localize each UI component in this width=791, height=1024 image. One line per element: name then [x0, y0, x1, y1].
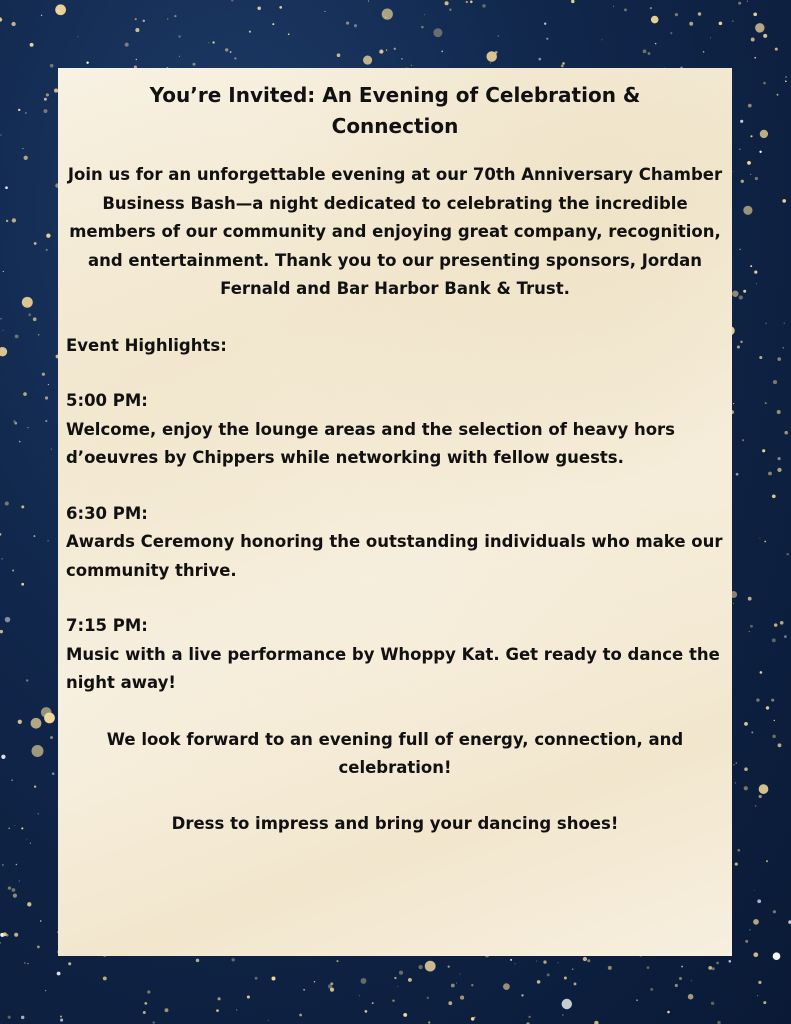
- invitation-title: You’re Invited: An Evening of Celebration & Connection: [149, 83, 641, 138]
- highlights-heading: Event Highlights:: [66, 335, 227, 355]
- closing-message: We look forward to an evening full of energy, connection, and celebration!: [106, 729, 684, 777]
- highlight-description: Welcome, enjoy the lounge areas and the selection of heavy hors d’oeuvres by Chippers while networking with fellow guests.: [66, 419, 676, 467]
- dress-code-message: Dress to impress and bring your dancing shoes!: [171, 813, 619, 833]
- highlight-time: 5:00 PM:: [66, 391, 148, 410]
- highlight-time: 7:15 PM:: [66, 616, 148, 635]
- invitation-intro: Join us for an unforgettable evening at our 70th Anniversary Chamber Business Bash—a night dedicated to celebrating the incredible members of our community and enjoying great company, recognition, and entertainment. Thank you to our presenting sponsors, Jordan Fernald and Bar Harbor Bank & Trust.: [67, 165, 723, 298]
- highlight-description: Music with a live performance by Whoppy Kat. Get ready to dance the night away!: [66, 644, 720, 692]
- highlight-time: 6:30 PM:: [66, 503, 148, 523]
- invitation-card: [58, 68, 732, 956]
- highlight-description: Awards Ceremony honoring the outstanding individuals who make our community thrive.: [66, 532, 723, 580]
